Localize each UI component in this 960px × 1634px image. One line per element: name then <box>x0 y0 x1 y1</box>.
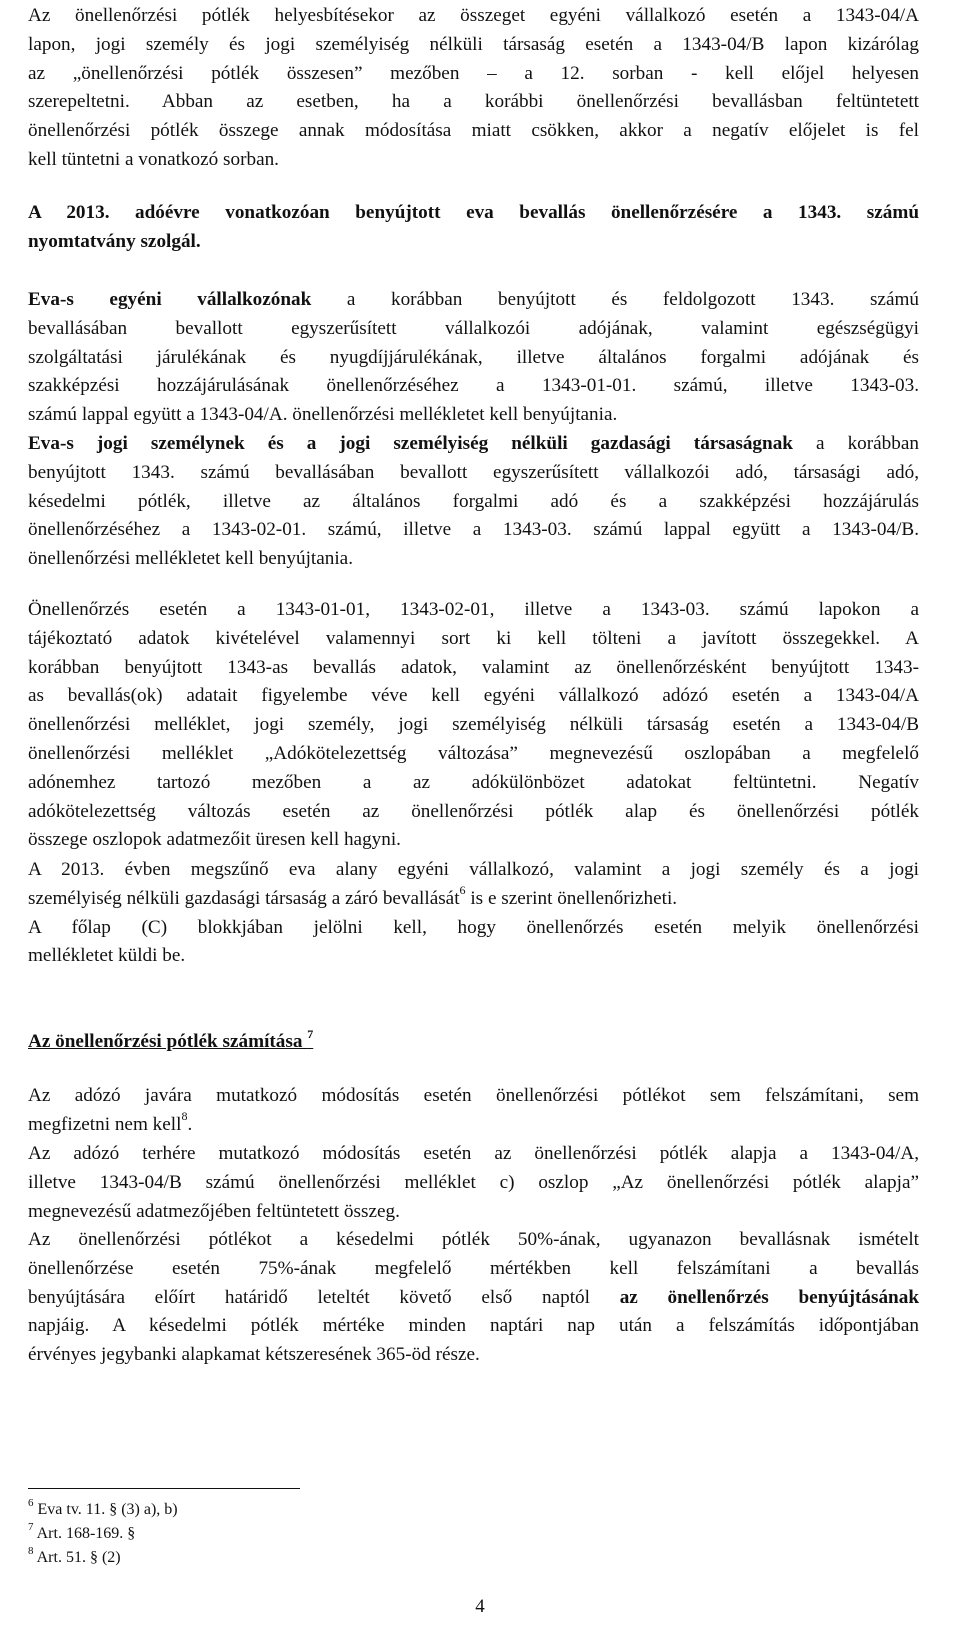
text-line: kell tüntetni a vonatkozó sorban. <box>28 148 279 170</box>
text-line: önellenőrzési pótlék összege annak módosítása miatt csökken, akkor a negatív előjelet is fel <box>28 120 919 142</box>
text-line: megfizetni nem kell$^8$. <box>28 1109 193 1135</box>
text-line: összege oszlopok adatmezőit üresen kell hagyni. <box>28 829 401 851</box>
text-line: Eva-s egyéni vállalkozónak a korábban benyújtott és feldolgozott 1343. számú <box>28 289 919 310</box>
paragraph-terminating-eva-subject <box>28 856 919 971</box>
text-line: napjáig. A késedelmi pótlék mértéke minden naptári nap után a felszámítás időpontjában <box>28 1315 919 1337</box>
text-line: benyújtott 1343. számú bevallásában bevallott egyszerűsített vállalkozói adó, társasági adó, <box>28 461 919 483</box>
footnote-ref-7: 7 <box>307 1026 314 1041</box>
paragraph-eva-legal-entity <box>28 430 919 574</box>
text-line: mellékletet küldi be. <box>28 945 186 967</box>
heading-2013-eva-self-revision <box>28 199 919 257</box>
text-line: Az adózó javára mutatkozó módosítás esetén önellenőrzési pótlékot sem felszámítani, sem <box>28 1085 919 1106</box>
section-title <box>28 1028 919 1057</box>
text-line: adókötelezettség változás esetén az önellenőrzési pótlék alap és önellenőrzési pótlék <box>28 800 919 822</box>
text-line: önellenőrzési melléklet, jogi személy, jogi személyiség nélküli társaság esetén a 1343-04/B <box>28 714 919 736</box>
text-line: önellenőrzési melléklet „Adókötelezettség változása” megnevezésű oszlopában a megfelelő <box>28 742 919 764</box>
paragraph-self-revision-forms <box>28 596 919 855</box>
text-line: as bevallás(ok) adatait figyelembe véve kell egyéni vállalkozó adózó esetén a 1343-04/A <box>28 685 919 707</box>
text-line: adónemhez tartozó mezőben a az adókülönbözet adatokat feltüntetni. Negatív <box>28 771 919 793</box>
text-line: tájékoztató adatok kivételével valamennyi sort ki kell tölteni a javított összegekkel. A <box>28 627 919 649</box>
text-line: A főlap (C) blokkjában jelölni kell, hogy önellenőrzés esetén melyik önellenőrzési <box>28 916 919 938</box>
text-line: megnevezésű adatmezőjében feltüntetett összeg. <box>28 1200 400 1222</box>
text-line: szakképzési hozzájárulásának önellenőrzéséhez a 1343-01-01. számú, illetve 1343-03. <box>28 375 919 397</box>
text-line: A 2013. évben megszűnő eva alany egyéni vállalkozó, valamint a jogi személy és a jogi <box>28 859 919 880</box>
text-line: Az önellenőrzési pótlék helyesbítésekor az összeget egyéni vállalkozó esetén a 1343-04/A <box>28 5 919 26</box>
text-line: lapon, jogi személy és jogi személyiség nélküli társaság esetén a 1343-04/B lapon kizárólag <box>28 33 919 55</box>
heading-line: nyomtatvány szolgál. <box>28 230 201 252</box>
text-line: Az adózó terhére mutatkozó módosítás esetén az önellenőrzési pótlék alapja a 1343-04/A, <box>28 1143 919 1164</box>
text-line: önellenőrzési mellékletet kell benyújtania. <box>28 548 353 570</box>
text-line: korábban benyújtott 1343-as bevallás adatok, valamint az önellenőrzésként benyújtott 1343- <box>28 656 919 678</box>
text-line: érvényes jegybanki alapkamat kétszeresének 365-öd része. <box>28 1344 480 1366</box>
footnote-6: $^6$ Eva tv. 11. § (3) a), b) <box>28 1496 178 1518</box>
text-line: Önellenőrzés esetén a 1343-01-01, 1343-02-01, illetve a 1343-03. számú lapokon a <box>28 599 919 620</box>
paragraph-against-modification <box>28 1140 919 1226</box>
text-line: benyújtására előírt határidő leteltét követő első naptól az önellenőrzés benyújtásának <box>28 1286 919 1308</box>
text-line: személyiség nélküli gazdasági társaság a záró bevallását$^6$ is e szerint önellenőrizheti. <box>28 883 678 909</box>
text-line: önellenőrzése esetén 75%-ának megfelelő mértékben kell felszámítani a bevallás <box>28 1257 919 1279</box>
footnote-7: $^7$ Art. 168-169. § <box>28 1520 136 1542</box>
text-line: önellenőrzéséhez a 1343-02-01. számú, illetve a 1343-03. számú lappal együtt a 1343-04/B. <box>28 519 919 541</box>
footnote-ref-8: 8 <box>181 1109 188 1124</box>
bold-lead: Eva-s jogi személynek és a jogi személyiség nélküli gazdasági társaságnak <box>28 433 793 454</box>
paragraph-surcharge-rate <box>28 1226 919 1370</box>
text-line: számú lappal együtt a 1343-04/A. önellenőrzési mellékletet kell benyújtania. <box>28 404 618 426</box>
footnote-separator <box>28 1488 300 1489</box>
text-line: az „önellenőrzési pótlék összesen” mezőben – a 12. sorban - kell előjel helyesen <box>28 62 919 84</box>
text-line: bevallásában bevallott egyszerűsített vállalkozói adójának, valamint egészségügyi <box>28 317 919 339</box>
text-line: szerepeltetni. Abban az esetben, ha a korábbi önellenőrzési bevallásban feltüntetett <box>28 91 919 113</box>
bold-phrase: az önellenőrzés benyújtásának <box>619 1286 919 1308</box>
paragraph-self-revision-surcharge-correction <box>28 2 919 175</box>
text-line: Eva-s jogi személynek és a jogi személyiség nélküli gazdasági társaságnak a korábban <box>28 433 919 454</box>
text-line: Az önellenőrzési pótlékot a késedelmi pótlék 50%-ának, ugyanazon bevallásnak ismételt <box>28 1229 919 1250</box>
footnote-8: $^8$ Art. 51. § (2) <box>28 1544 121 1566</box>
heading-line: A 2013. adóévre vonatkozóan benyújtott eva bevallás önellenőrzésére a 1343. számú <box>28 202 919 223</box>
page-number: 4 <box>475 1596 485 1617</box>
text-line: illetve 1343-04/B számú önellenőrzési melléklet c) oszlop „Az önellenőrzési pótlék alapja” <box>28 1171 919 1193</box>
section-title-text: Az önellenőrzési pótlék számítása $^7$ <box>28 1026 314 1052</box>
footnote-ref-6: 6 <box>459 883 466 898</box>
text-line: szolgáltatási járulékának és nyugdíjjárulékának, illetve általános forgalmi adójának és <box>28 346 919 368</box>
paragraph-in-favor-modification <box>28 1082 919 1140</box>
bold-lead: Eva-s egyéni vállalkozónak <box>28 289 312 310</box>
paragraph-eva-sole-proprietor <box>28 286 919 430</box>
text-line: késedelmi pótlék, illetve az általános forgalmi adó és a szakképzési hozzájárulás <box>28 490 919 512</box>
